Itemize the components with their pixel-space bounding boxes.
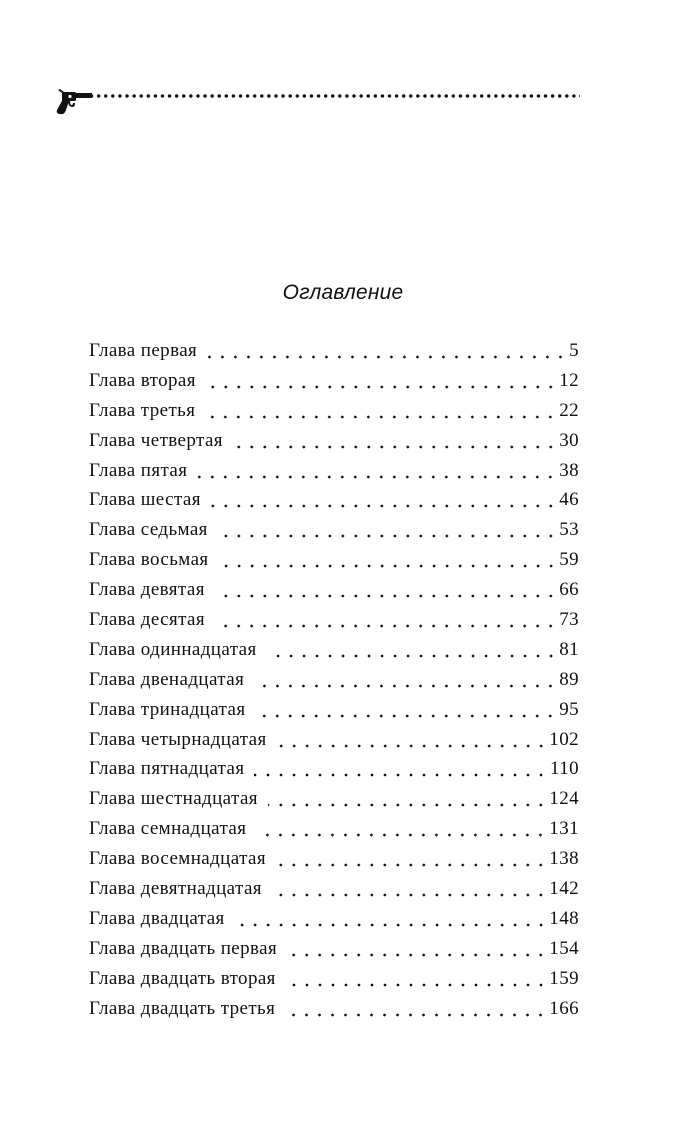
toc-dot-leader (286, 982, 547, 988)
toc-entry-label: Глава двенадцатая (89, 668, 245, 690)
toc-dot-leader (207, 354, 567, 360)
toc-entry[interactable] (89, 396, 579, 426)
toc-entry[interactable] (89, 994, 579, 1024)
toc-entry[interactable] (89, 934, 579, 964)
toc-dot-leader (218, 533, 557, 539)
toc-entry-page-number: 102 (549, 728, 579, 750)
toc-list (89, 336, 579, 1023)
toc-entry-label: Глава двадцать третья (89, 997, 276, 1019)
toc-entry-page-number: 73 (559, 609, 579, 631)
toc-entry-label: Глава четырнадцатая (89, 728, 267, 750)
toc-entry-page-number: 59 (559, 549, 579, 571)
toc-dot-leader (215, 593, 557, 599)
toc-entry[interactable] (89, 874, 579, 904)
toc-entry[interactable] (89, 545, 579, 575)
toc-entry[interactable] (89, 695, 579, 725)
toc-entry-page-number: 148 (549, 907, 579, 929)
toc-dot-leader (268, 802, 547, 808)
toc-dot-leader (235, 922, 548, 928)
toc-entry[interactable] (89, 844, 579, 874)
toc-dot-leader (233, 444, 557, 450)
toc-entry-label: Глава десятая (89, 609, 206, 631)
toc-dot-leader (206, 384, 557, 390)
toc-entry[interactable] (89, 575, 579, 605)
toc-entry-label: Глава пятая (89, 459, 188, 481)
toc-entry-label: Глава двадцать первая (89, 937, 278, 959)
toc-entry-page-number: 30 (559, 429, 579, 451)
toc-entry-page-number: 159 (549, 967, 579, 989)
toc-entry-label: Глава восьмая (89, 549, 209, 571)
toc-entry[interactable] (89, 485, 579, 515)
header-ornament (54, 88, 584, 116)
toc-entry-label: Глава третья (89, 399, 196, 421)
toc-entry-label: Глава двадцать вторая (89, 967, 276, 989)
toc-dot-leader (205, 414, 557, 420)
toc-entry[interactable] (89, 814, 579, 844)
toc-entry[interactable] (89, 904, 579, 934)
toc-entry-label: Глава шестая (89, 489, 201, 511)
toc-entry-page-number: 5 (569, 340, 579, 361)
toc-entry[interactable] (89, 456, 579, 486)
toc-entry[interactable] (89, 605, 579, 635)
toc-entry[interactable] (89, 366, 579, 396)
toc-entry-page-number: 95 (559, 698, 579, 720)
toc-dot-leader (277, 743, 548, 749)
toc-dot-leader (272, 892, 547, 898)
toc-entry[interactable] (89, 336, 579, 366)
toc-entry-page-number: 53 (559, 519, 579, 541)
toc-entry[interactable] (89, 665, 579, 695)
toc-entry[interactable] (89, 964, 579, 994)
toc-entry-page-number: 66 (559, 579, 579, 601)
toc-entry[interactable] (89, 784, 579, 814)
toc-entry-label: Глава двадцатая (89, 907, 225, 929)
toc-entry-page-number: 46 (559, 489, 579, 511)
toc-entry[interactable] (89, 754, 579, 784)
toc-dot-leader (215, 623, 557, 629)
toc-entry-page-number: 131 (549, 818, 579, 840)
toc-dot-leader (287, 952, 547, 958)
toc-entry-label: Глава тринадцатая (89, 698, 246, 720)
toc-dot-leader (254, 772, 548, 778)
toc-entry-page-number: 124 (549, 788, 579, 810)
toc-entry-label: Глава девятая (89, 579, 205, 601)
toc-dot-leader (285, 1012, 547, 1018)
toc-entry-page-number: 89 (559, 668, 579, 690)
toc-entry-label: Глава вторая (89, 369, 196, 391)
toc-entry-label: Глава девятнадцатая (89, 878, 262, 900)
toc-entry[interactable] (89, 635, 579, 665)
toc-entry-label: Глава четвертая (89, 429, 223, 451)
toc-entry-label: Глава пятнадцатая (89, 758, 245, 780)
toc-entry[interactable] (89, 515, 579, 545)
toc-title: Оглавление (282, 281, 404, 304)
toc-entry-page-number: 142 (549, 878, 579, 900)
toc-entry[interactable] (89, 426, 579, 456)
toc-dot-leader (267, 653, 558, 659)
toc-dot-leader (255, 713, 557, 719)
toc-entry-page-number: 38 (559, 459, 579, 481)
toc-entry-page-number: 154 (549, 937, 579, 959)
toc-entry[interactable] (89, 725, 579, 755)
toc-entry-label: Глава семнадцатая (89, 818, 247, 840)
toc-entry-page-number: 110 (550, 758, 579, 780)
toc-entry-label: Глава одиннадцатая (89, 638, 257, 660)
toc-dot-leader (197, 474, 557, 480)
toc-dot-leader (211, 503, 557, 509)
toc-dot-leader (276, 862, 547, 868)
toc-entry-page-number: 138 (549, 848, 579, 870)
toc-dot-leader (219, 563, 558, 569)
toc-entry-page-number: 81 (559, 638, 579, 660)
toc-dot-leader (256, 832, 547, 838)
toc-entry-page-number: 12 (559, 369, 579, 391)
dotted-rule (88, 93, 580, 99)
toc-entry-label: Глава седьмая (89, 519, 208, 541)
toc-entry-label: Глава первая (89, 340, 198, 361)
toc-entry-label: Глава восемнадцатая (89, 848, 266, 870)
toc-entry-page-number: 166 (549, 997, 579, 1019)
toc-entry-page-number: 22 (559, 399, 579, 421)
toc-entry-label: Глава шестнадцатая (89, 788, 258, 810)
toc-dot-leader (254, 683, 557, 689)
